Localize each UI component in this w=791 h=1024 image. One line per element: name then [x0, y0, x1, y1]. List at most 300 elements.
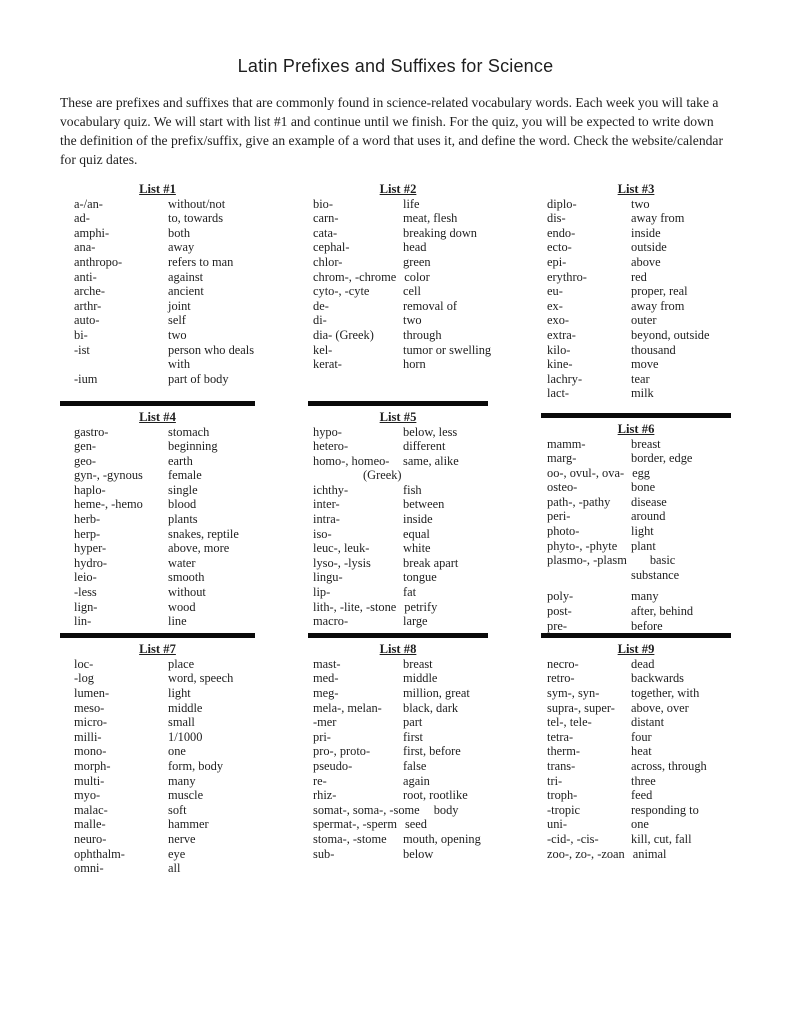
term-row: [74, 425, 255, 440]
meaning-cell: earth: [168, 453, 193, 468]
prefix-cell: eu-: [547, 284, 563, 299]
prefix-cell: homo-, homeo-: [313, 453, 390, 468]
prefix-cell: auto-: [74, 313, 100, 328]
page-title: Latin Prefixes and Suffixes for Science: [237, 56, 554, 76]
term-row: [547, 619, 731, 634]
prefix-cell: gastro-: [74, 424, 109, 439]
term-row: [74, 744, 255, 759]
prefix-cell: path-, -pathy: [547, 494, 611, 509]
term-row: [74, 497, 255, 512]
prefix-cell: -ium: [74, 371, 98, 386]
meaning-cell: first, before: [403, 744, 461, 759]
term-row: [313, 585, 488, 600]
term-row: [547, 539, 731, 554]
prefix-cell: chlor-: [313, 254, 343, 269]
term-row: [547, 197, 731, 212]
prefix-cell: supra-, super-: [547, 700, 615, 715]
term-row: [547, 701, 731, 716]
meaning-cell: meat, flesh: [403, 211, 458, 226]
term-row: [74, 357, 255, 372]
term-row: [547, 817, 731, 832]
term-row: [74, 226, 255, 241]
prefix-cell: osteo-: [547, 480, 578, 495]
term-row: [313, 657, 488, 672]
meaning-cell: both: [168, 225, 191, 240]
meaning-cell: seed: [404, 817, 427, 832]
term-row: [313, 454, 488, 469]
meaning-cell: first: [403, 729, 423, 744]
meaning-cell: breaking down: [403, 225, 477, 240]
meaning-cell: after, behind: [631, 604, 694, 619]
meaning-cell: four: [631, 729, 652, 744]
term-row: [547, 437, 731, 452]
meaning-cell: eye: [168, 846, 186, 861]
list-section: [541, 633, 731, 861]
meaning-cell: all: [168, 861, 181, 876]
prefix-cell: trans-: [547, 758, 576, 773]
term-row: [313, 226, 488, 241]
meaning-cell: blood: [168, 497, 197, 512]
meaning-cell: equal: [403, 526, 430, 541]
term-row: [547, 240, 731, 255]
prefix-cell: zoo-, zo-, -zoan: [547, 846, 625, 861]
list-section: [60, 633, 255, 876]
prefix-cell: (Greek): [363, 468, 402, 483]
meaning-cell: life: [403, 196, 420, 211]
meaning-cell: plant: [631, 538, 656, 553]
prefix-cell: kel-: [313, 342, 333, 357]
meaning-cell: responding to: [631, 802, 699, 817]
prefix-cell: amphi-: [74, 225, 110, 240]
term-row: [547, 255, 731, 270]
meaning-cell: soft: [168, 802, 187, 817]
prefix-cell: de-: [313, 298, 329, 313]
list-section: [541, 413, 731, 633]
prefix-cell: iso-: [313, 526, 332, 541]
prefix-cell: dis-: [547, 211, 566, 226]
prefix-cell: ichthy-: [313, 482, 349, 497]
term-row: [313, 313, 488, 328]
term-row: [74, 671, 255, 686]
term-row: [74, 483, 255, 498]
term-row: [74, 759, 255, 774]
meaning-cell: away from: [631, 298, 685, 313]
term-row: [74, 439, 255, 454]
term-row: [74, 701, 255, 716]
meaning-cell: 1/1000: [168, 729, 203, 744]
term-row: [74, 832, 255, 847]
meaning-cell: bone: [631, 480, 656, 495]
prefix-cell: kilo-: [547, 342, 571, 357]
meaning-cell: three: [631, 773, 656, 788]
term-rows: [308, 425, 488, 629]
term-row: [313, 614, 488, 629]
term-row: [547, 847, 731, 862]
prefix-cell: anthropo-: [74, 254, 123, 269]
term-row: [313, 556, 488, 571]
prefix-cell: a-/an-: [74, 196, 103, 211]
prefix-cell: -less: [74, 585, 97, 600]
meaning-cell: between: [403, 497, 445, 512]
term-row: [547, 386, 731, 401]
term-row: [74, 284, 255, 299]
prefix-cell: retro-: [547, 671, 575, 686]
term-row: [74, 454, 255, 469]
list-section: [60, 401, 255, 629]
meaning-cell: kill, cut, fall: [631, 831, 692, 846]
meaning-cell: hammer: [168, 817, 209, 832]
spacer-row: [547, 582, 731, 589]
section-divider: [541, 633, 731, 638]
term-row: [313, 284, 488, 299]
prefix-cell: plasmo-, -plasm: [547, 553, 627, 568]
prefix-cell: therm-: [547, 744, 581, 759]
meaning-cell: light: [168, 686, 191, 700]
meaning-cell: across, through: [631, 758, 707, 773]
meaning-cell: single: [168, 482, 198, 497]
meaning-cell: mouth, opening: [403, 831, 481, 846]
meaning-cell: breast: [403, 656, 433, 671]
term-row: [313, 686, 488, 701]
prefix-cell: gen-: [74, 439, 97, 454]
meaning-cell: above, more: [168, 541, 230, 556]
meaning-cell: place: [168, 656, 195, 671]
meaning-cell: removal of: [403, 298, 458, 313]
meaning-cell: border, edge: [631, 451, 693, 466]
term-row: [313, 730, 488, 745]
term-row: [547, 553, 731, 568]
meaning-cell: body: [433, 802, 459, 817]
meaning-cell: beginning: [168, 439, 218, 454]
prefix-cell: kine-: [547, 357, 573, 372]
term-row: [313, 240, 488, 255]
prefix-cell: epi-: [547, 254, 567, 269]
term-row: [547, 589, 731, 604]
term-row: [547, 299, 731, 314]
meaning-cell: with: [168, 357, 191, 372]
meaning-cell: light: [631, 524, 654, 539]
list-heading: List #1: [139, 182, 176, 196]
term-row: [74, 774, 255, 789]
term-row: [313, 468, 488, 483]
term-row: [547, 744, 731, 759]
term-row: [313, 439, 488, 454]
term-row: [313, 788, 488, 803]
prefix-cell: tetra-: [547, 729, 574, 744]
prefix-cell: phyto-, -phyte: [547, 538, 618, 553]
meaning-cell: white: [403, 541, 431, 556]
prefix-cell: kerat-: [313, 357, 342, 372]
prefix-cell: herp-: [74, 526, 101, 541]
prefix-cell: loc-: [74, 656, 94, 671]
term-row: [313, 803, 488, 818]
term-row: [547, 480, 731, 495]
term-row: [313, 847, 488, 862]
meaning-cell: above: [631, 254, 661, 269]
term-rows: [541, 437, 731, 634]
section-divider: [308, 633, 488, 638]
meaning-cell: million, great: [403, 686, 470, 700]
list-section: [308, 633, 488, 861]
term-row: [547, 343, 731, 358]
term-row: [313, 570, 488, 585]
meaning-cell: above, over: [631, 700, 689, 715]
term-row: [547, 759, 731, 774]
list-heading: List #5: [379, 409, 417, 424]
term-row: [547, 509, 731, 524]
meaning-cell: two: [403, 313, 422, 328]
prefix-cell: pri-: [313, 729, 331, 744]
term-row: [74, 570, 255, 585]
prefix-cell: morph-: [74, 758, 111, 773]
lists-grid: [60, 182, 731, 876]
meaning-cell: tongue: [403, 570, 437, 585]
prefix-cell: tel-, tele-: [547, 715, 592, 730]
term-row: [74, 299, 255, 314]
meaning-cell: fat: [403, 585, 417, 600]
meaning-cell: two: [168, 327, 187, 342]
term-row: [313, 483, 488, 498]
list-section: [60, 182, 255, 386]
meaning-cell: different: [403, 439, 446, 454]
term-row: [547, 657, 731, 672]
term-row: [547, 568, 731, 583]
prefix-cell: ana-: [74, 240, 96, 255]
prefix-cell: -tropic: [547, 802, 581, 817]
prefix-cell: ex-: [547, 298, 563, 313]
term-row: [74, 270, 255, 285]
prefix-cell: mela-, melan-: [313, 700, 382, 715]
meaning-cell: color: [404, 269, 430, 284]
meaning-cell: ancient: [168, 284, 204, 299]
prefix-cell: cephal-: [313, 240, 350, 255]
term-row: [74, 255, 255, 270]
term-row: [313, 497, 488, 512]
term-row: [547, 803, 731, 818]
meaning-cell: water: [168, 555, 196, 570]
term-row: [547, 715, 731, 730]
meaning-cell: milk: [631, 386, 654, 401]
term-row: [547, 357, 731, 372]
prefix-cell: lact-: [547, 386, 570, 401]
term-row: [74, 240, 255, 255]
list-heading: List #4: [139, 409, 176, 424]
meaning-cell: inside: [631, 225, 661, 240]
term-row: [547, 604, 731, 619]
meaning-cell: feed: [631, 788, 653, 803]
meaning-cell: proper, real: [631, 284, 688, 299]
meaning-cell: two: [631, 196, 650, 211]
prefix-cell: lyso-, -lysis: [313, 555, 371, 570]
prefix-cell: exo-: [547, 313, 570, 328]
meaning-cell: nerve: [168, 831, 196, 846]
term-row: [547, 372, 731, 387]
term-row: [313, 342, 492, 358]
term-rows: [308, 657, 488, 861]
prefix-cell: necro-: [547, 656, 579, 671]
prefix-cell: heme-, -hemo: [74, 497, 143, 512]
list-heading: List #9: [617, 642, 655, 657]
prefix-cell: hypo-: [313, 424, 342, 439]
list-heading: List #6: [617, 421, 655, 436]
prefix-cell: oo-, ovul-, ova-: [547, 465, 625, 480]
list-heading: List #3: [617, 182, 655, 196]
term-rows: [60, 657, 255, 876]
meaning-cell: petrify: [404, 599, 438, 614]
term-row: [74, 686, 255, 701]
prefix-cell: sym-, syn-: [547, 686, 600, 700]
section-divider: [541, 413, 731, 418]
prefix-cell: meso-: [74, 700, 105, 715]
term-row: [313, 541, 488, 556]
meaning-cell: green: [403, 254, 431, 269]
meaning-cell: many: [168, 773, 196, 788]
term-row: [74, 600, 255, 615]
meaning-cell: beyond, outside: [631, 327, 710, 342]
meaning-cell: around: [631, 509, 666, 524]
prefix-cell: bi-: [74, 327, 88, 342]
term-row: [547, 524, 731, 539]
term-row: [547, 313, 731, 328]
meaning-cell: without: [168, 585, 206, 600]
meaning-cell: snakes, reptile: [168, 526, 239, 541]
prefix-cell: bio-: [313, 196, 333, 211]
prefix-cell: arche-: [74, 284, 105, 299]
list-heading: List #2: [379, 182, 417, 196]
term-row: [74, 468, 255, 483]
prefix-cell: -cid-, -cis-: [547, 831, 599, 846]
meaning-cell: muscle: [168, 788, 204, 803]
list-section: [308, 401, 488, 629]
meaning-cell: head: [403, 240, 427, 255]
meaning-cell: self: [168, 313, 186, 328]
prefix-cell: endo-: [547, 225, 576, 240]
meaning-cell: part: [403, 715, 423, 730]
term-row: [313, 211, 488, 226]
prefix-cell: mono-: [74, 744, 107, 759]
meaning-cell: below: [403, 846, 434, 861]
meaning-cell: large: [403, 614, 428, 629]
meaning-cell: breast: [631, 436, 661, 451]
term-row: [547, 671, 731, 686]
term-rows: [60, 197, 255, 387]
prefix-cell: leuc-, leuk-: [313, 541, 370, 556]
section-divider: [308, 401, 488, 406]
meaning-cell: joint: [168, 298, 191, 313]
prefix-cell: lin-: [74, 614, 92, 629]
term-row: [547, 495, 731, 510]
term-row: [74, 372, 255, 387]
prefix-cell: micro-: [74, 715, 108, 730]
meaning-cell: below, less: [403, 424, 458, 439]
term-rows: [308, 196, 492, 372]
meaning-cell: backwards: [631, 671, 684, 686]
term-row: [313, 817, 488, 832]
term-row: [313, 527, 488, 542]
meaning-cell: plants: [168, 512, 198, 527]
term-row: [313, 255, 488, 270]
meaning-cell: cell: [403, 284, 421, 299]
term-row: [313, 744, 488, 759]
term-row: [313, 701, 488, 716]
prefix-cell: lip-: [313, 585, 331, 600]
term-row: [74, 527, 255, 542]
term-row: [74, 861, 255, 876]
meaning-cell: smooth: [168, 570, 205, 585]
term-rows: [60, 425, 255, 629]
term-row: [313, 715, 488, 730]
meaning-cell: black, dark: [403, 700, 459, 715]
meaning-cell: animal: [632, 846, 667, 861]
meaning-cell: basic: [649, 553, 676, 568]
prefix-cell: post-: [547, 604, 572, 619]
term-row: [547, 211, 731, 226]
prefix-cell: di-: [313, 313, 327, 328]
meaning-cell: egg: [632, 465, 650, 480]
meaning-cell: again: [403, 773, 430, 788]
prefix-cell: pro-, proto-: [313, 744, 371, 759]
meaning-cell: away from: [631, 211, 685, 226]
term-row: [74, 556, 255, 571]
prefix-cell: intra-: [313, 512, 340, 527]
prefix-cell: herb-: [74, 512, 101, 527]
prefix-cell: marg-: [547, 451, 577, 466]
meaning-cell: disease: [631, 494, 667, 509]
term-row: [74, 585, 255, 600]
prefix-cell: geo-: [74, 453, 97, 468]
prefix-cell: med-: [313, 671, 339, 686]
term-rows: [541, 197, 731, 401]
term-row: [74, 328, 255, 343]
prefix-cell: mamm-: [547, 436, 586, 451]
prefix-cell: re-: [313, 773, 327, 788]
term-row: [313, 512, 488, 527]
meaning-cell: one: [631, 817, 649, 832]
prefix-cell: leio-: [74, 570, 97, 585]
meaning-cell: to, towards: [168, 211, 224, 226]
prefix-cell: ecto-: [547, 240, 572, 255]
prefix-cell: lumen-: [74, 686, 110, 700]
term-row: [74, 847, 255, 862]
meaning-cell: female: [168, 468, 202, 483]
meaning-cell: many: [631, 589, 659, 604]
meaning-cell: move: [631, 357, 659, 372]
meaning-cell: form, body: [168, 758, 224, 773]
prefix-cell: somat-, soma-, -some: [313, 802, 420, 817]
term-row: [313, 197, 488, 212]
list-section: [541, 182, 731, 401]
prefix-cell: -mer: [313, 715, 337, 730]
meaning-cell: same, alike: [403, 453, 459, 468]
term-row: [74, 313, 255, 328]
term-row: [547, 328, 731, 343]
meaning-cell: middle: [403, 671, 438, 686]
prefix-cell: cyto-, -cyte: [313, 284, 370, 299]
meaning-cell: substance: [631, 567, 680, 582]
term-row: [547, 730, 731, 745]
prefix-cell: -log: [74, 671, 94, 686]
prefix-cell: malac-: [74, 802, 108, 817]
prefix-cell: erythro-: [547, 269, 587, 284]
term-row: [313, 328, 488, 343]
meaning-cell: through: [403, 327, 442, 342]
meaning-cell: horn: [403, 357, 426, 372]
meaning-cell: outer: [631, 313, 657, 328]
meaning-cell: stomach: [168, 424, 210, 439]
meaning-cell: one: [168, 744, 186, 759]
term-row: [547, 284, 731, 299]
term-row: [313, 270, 488, 285]
